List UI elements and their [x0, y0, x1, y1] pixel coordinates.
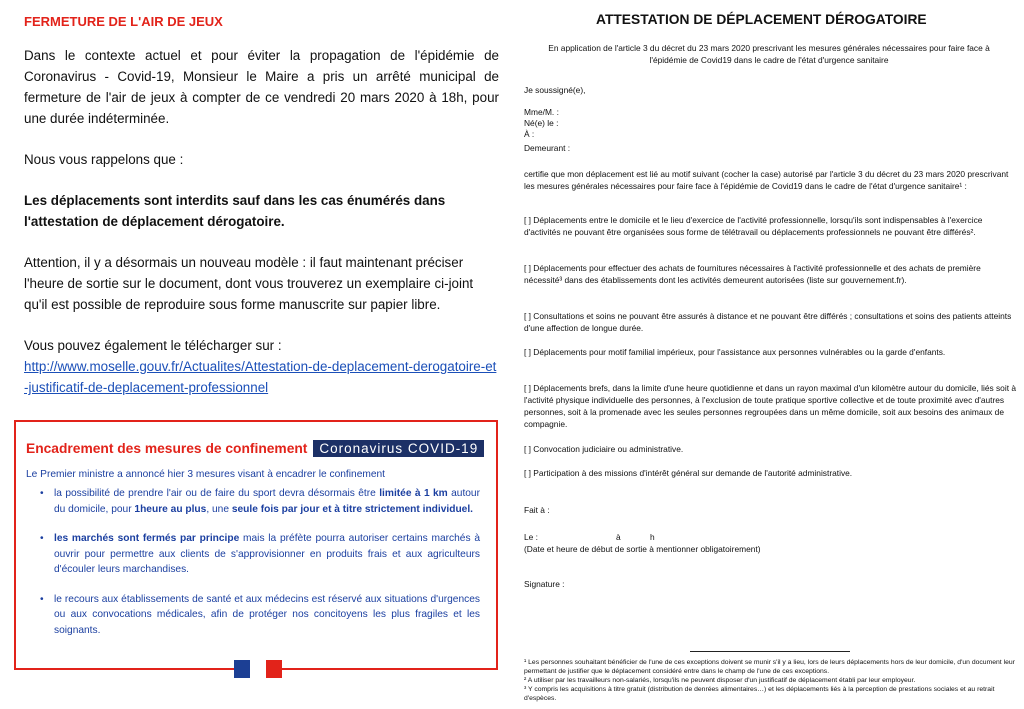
reminder-paragraph: Nous vous rappelons que :: [24, 152, 184, 167]
download-link[interactable]: http://www.moselle.gouv.fr/Actualites/Attestation-de-deplacement-derogatoire-et-justificatif-de-deplacement-professionnel: [24, 359, 497, 395]
name-label: Mme/M. :: [524, 107, 559, 117]
new-model-paragraph: Attention, il y a désormais un nouveau modèle : il faut maintenant préciser l'heure de sortie sur le document, dont vous trouverez un exemplaire ci-joint qu'il est possible de reproduire sous forme manuscrite sur papier libre.: [24, 255, 474, 312]
list-item: • le recours aux établissements de santé et aux médecins est réservé aux situations d'urgences ou aux convocations médicales, afin de protéger nos concitoyens les plus fragiles et les soignants.: [40, 593, 480, 636]
footnote-divider: [690, 651, 850, 652]
bullet-icon: •: [40, 533, 44, 544]
restriction-paragraph: Les déplacements sont interdits sauf dans les cas énumérés dans l'attestation de déplacement dérogatoire.: [24, 193, 446, 229]
date-at-label: à: [616, 532, 621, 542]
bullet-icon: •: [40, 488, 44, 499]
motive-exercise: [ ] Déplacements brefs, dans la limite d'une heure quotidienne et dans un rayon maximal d'un kilomètre autour du domicile, liés soit à l'activité physique individuelle des personnes, à l'exclusion de toute pratique sportive collective et de toute proximité avec d'autres personnes, soit à la promenade avec les seules personnes regroupées dans un même domicile, soit aux besoins des animaux de compagnie.: [524, 383, 1017, 429]
soussigne-label: Je soussigné(e),: [524, 85, 586, 95]
covid-badge: Coronavirus COVID-19: [313, 440, 484, 457]
footnote-1: ¹ Les personnes souhaitant bénéficier de l'une de ces exceptions doivent se munir s'il y a lieu, lors de leurs déplacements hors de leur domicile, d'un document leur permettant de justifier que le déplacement considéré entre dans le champ de l'une de ces exceptions.: [524, 659, 1015, 675]
list-item: • les marchés sont fermés par principe mais la préfète pourra autoriser certains marchés à ouvrir pour permettre aux clients de s'approvisionner en produits frais et aux agriculteurs d'écouler leurs marchandises.: [40, 533, 480, 575]
birthplace-label: À :: [524, 129, 535, 139]
left-column: [24, 14, 499, 398]
attestation-title: ATTESTATION DE DÉPLACEMENT DÉROGATOIRE: [596, 12, 927, 27]
download-paragraph: Vous pouvez également le télécharger sur :: [24, 338, 282, 353]
page-title: FERMETURE DE L'AIR DE JEUX: [24, 14, 223, 29]
attestation-intro: En application de l'article 3 du décret du 23 mars 2020 prescrivant les mesures générales nécessaires pour faire face à l'épidémie de Covid19 dans le cadre de l'état d'urgence sanitaire: [548, 43, 990, 65]
date-hour-label: h: [650, 532, 655, 542]
footnote-3: ³ Y compris les acquisitions à titre gratuit (distribution de denrées alimentaires…) et les déplacements liés à la perception de prestations sociales et au retrait d'espèces.: [524, 686, 995, 702]
box-title: Encadrement des mesures de confinement: [26, 441, 308, 456]
intro-paragraph: Dans le contexte actuel et pour éviter la propagation de l'épidémie de Coronavirus - Covid-19, Monsieur le Maire a pris un arrêté municipal de fermeture de l'air de jeux à compter de ce vendredi 20 mars 2020 à 18h, pour une durée indéterminée.: [24, 48, 499, 126]
date-label: Le :: [524, 532, 538, 542]
bullet-icon: •: [40, 593, 44, 605]
confinement-box: [14, 420, 498, 670]
place-label: Fait à :: [524, 505, 550, 515]
measures-list: [40, 486, 480, 652]
marianne-logo-icon: [234, 660, 282, 678]
birthdate-label: Né(e) le :: [524, 118, 559, 128]
box-intro: Le Premier ministre a annoncé hier 3 mesures visant à encadrer le confinement: [26, 469, 386, 480]
address-label: Demeurant :: [524, 143, 571, 153]
footnote-2: ² A utiliser par les travailleurs non-salariés, lorsqu'ils ne peuvent disposer d'un justificatif de déplacement établi par leur employeur.: [524, 677, 916, 684]
motive-health: [ ] Consultations et soins ne pouvant être assurés à distance et ne pouvant être différés ; consultations et soins des patients atteints d'une affection de longue durée.: [524, 311, 1012, 333]
box-header: [26, 440, 484, 457]
motive-general-interest: [ ] Participation à des missions d'intérêt général sur demande de l'autorité administrative.: [524, 468, 853, 478]
list-item: • la possibilité de prendre l'air ou de faire du sport devra désormais être limitée à 1 km autour du domicile, pour 1heure au plus, une seule fois par jour et à titre strictement individuel.: [40, 488, 480, 515]
motive-judicial: [ ] Convocation judiciaire ou administrative.: [524, 444, 684, 454]
signature-label: Signature :: [524, 579, 565, 589]
date-note: (Date et heure de début de sortie à mentionner obligatoirement): [524, 544, 761, 554]
motive-purchases: [ ] Déplacements pour effectuer des achats de fournitures nécessaires à l'activité professionnelle et des achats de première nécessité³ dans des établissements dont les activités demeurent autorisées (liste sur gouvernement.fr).: [524, 263, 981, 285]
motive-family: [ ] Déplacements pour motif familial impérieux, pour l'assistance aux personnes vulnérables ou la garde d'enfants.: [524, 347, 946, 357]
motive-professional: [ ] Déplacements entre le domicile et le lieu d'exercice de l'activité professionnelle, lorsqu'ils sont indispensables à l'exercice d'activités ne pouvant être organisées sous forme de télétravail ou déplacements professionnels ne pouvant être différés².: [524, 215, 983, 237]
certify-paragraph: certifie que mon déplacement est lié au motif suivant (cocher la case) autorisé par l'article 3 du décret du 23 mars 2020 prescrivant les mesures générales nécessaires pour faire face à l'épidémie de Covid19 dans le cadre de l'état d'urgence sanitaire¹ :: [524, 169, 1009, 191]
